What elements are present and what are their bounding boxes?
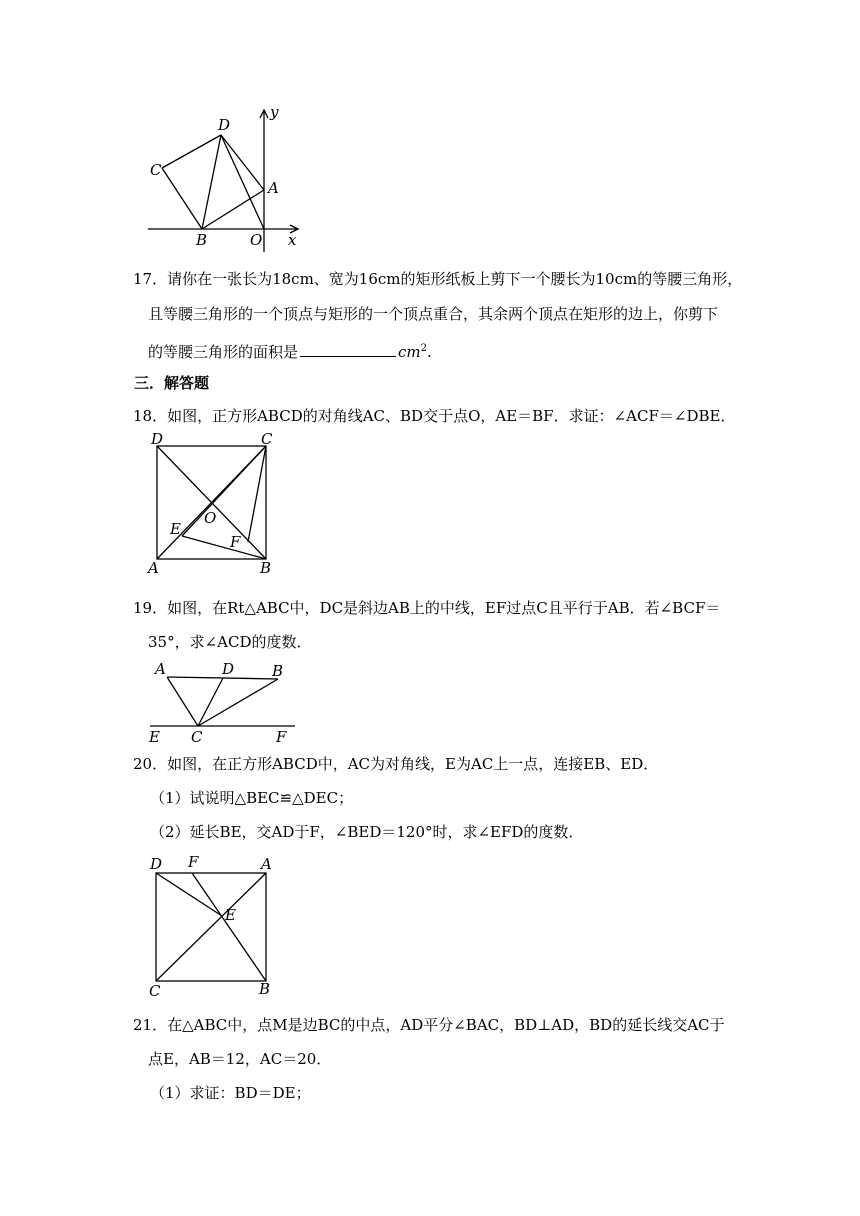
segment-cd	[162, 135, 221, 168]
q16-figure	[140, 100, 320, 255]
label-c: C	[191, 728, 203, 746]
label-o: O	[250, 231, 263, 249]
label-b: B	[196, 231, 208, 249]
label-b: B	[272, 662, 284, 680]
segment-cf	[248, 446, 266, 542]
q20-part1: （1）试说明△BEC≌△DEC；	[150, 789, 354, 807]
segment-fb	[192, 873, 266, 981]
label-a: A	[148, 559, 159, 577]
label-c: C	[261, 432, 273, 448]
q20-part2: （2）延长BE，交AD于F，∠BED＝120°时，求∠EFD的度数．	[150, 823, 584, 841]
q17-line3	[148, 339, 432, 362]
q21-line2: 点E，AB＝12，AC＝20．	[148, 1050, 332, 1068]
label-d: D	[151, 432, 164, 448]
label-e: E	[149, 728, 160, 746]
q18-text: 18．如图，正方形ABCD的对角线AC、BD交于点O，AE＝BF．求证：∠ACF＝∠DBE．	[133, 407, 736, 425]
label-c: C	[149, 982, 161, 1000]
label-a: A	[261, 855, 272, 873]
segment-ce	[182, 446, 266, 536]
label-a: A	[155, 660, 166, 678]
label-d: D	[218, 116, 231, 134]
label-c: C	[150, 161, 162, 179]
label-o: O	[204, 509, 217, 527]
q20-line1: 20．如图，在正方形ABCD中，AC为对角线，E为AC上一点，连接EB、ED．	[133, 755, 659, 773]
q21-part1: （1）求证：BD＝DE；	[150, 1084, 311, 1102]
q20-figure	[145, 850, 280, 1000]
q19-figure	[145, 658, 305, 746]
q17-line3-text: 的等腰三角形的面积是	[148, 343, 299, 361]
label-e: E	[225, 906, 236, 924]
segment-ac	[167, 677, 198, 726]
diagonal-ac	[156, 873, 266, 981]
label-f: F	[276, 728, 287, 746]
q21-line1: 21．在△ABC中，点M是边BC的中点，AD平分∠BAC，BD⊥AD，BD的延长线交AC于	[133, 1016, 725, 1034]
segment-cb	[162, 168, 202, 229]
q17-unit: cm	[398, 343, 421, 361]
label-f: F	[188, 853, 199, 871]
label-d: D	[150, 855, 163, 873]
segment-eb	[182, 536, 266, 559]
section-title: 三．解答题	[134, 374, 210, 392]
q19-line1: 19．如图，在Rt△ABC中，DC是斜边AB上的中线，EF过点C且平行于AB．若∠BCF＝	[133, 599, 721, 617]
q17-line2: 且等腰三角形的一个顶点与矩形的一个顶点重合，其余两个顶点在矩形的边上，你剪下	[148, 305, 719, 323]
segment-ed	[156, 873, 222, 916]
label-x: x	[288, 231, 297, 249]
label-d: D	[222, 660, 235, 678]
label-b: B	[259, 980, 271, 998]
q18-figure	[145, 432, 280, 577]
label-b: B	[260, 559, 272, 577]
answer-blank[interactable]	[300, 342, 396, 357]
q19-line2: 35°，求∠ACD的度数．	[148, 633, 312, 651]
q17-line1: 17．请你在一张长为18cm、宽为16cm的矩形纸板上剪下一个腰长为10cm的等腰三角形，	[133, 270, 743, 288]
label-e: E	[170, 520, 181, 538]
label-a: A	[268, 179, 279, 197]
segment-db	[202, 135, 221, 229]
q17-period: .	[427, 343, 432, 361]
q17-unit-sup: 2	[420, 343, 428, 354]
label-f: F	[230, 533, 241, 551]
label-y: y	[270, 103, 279, 121]
